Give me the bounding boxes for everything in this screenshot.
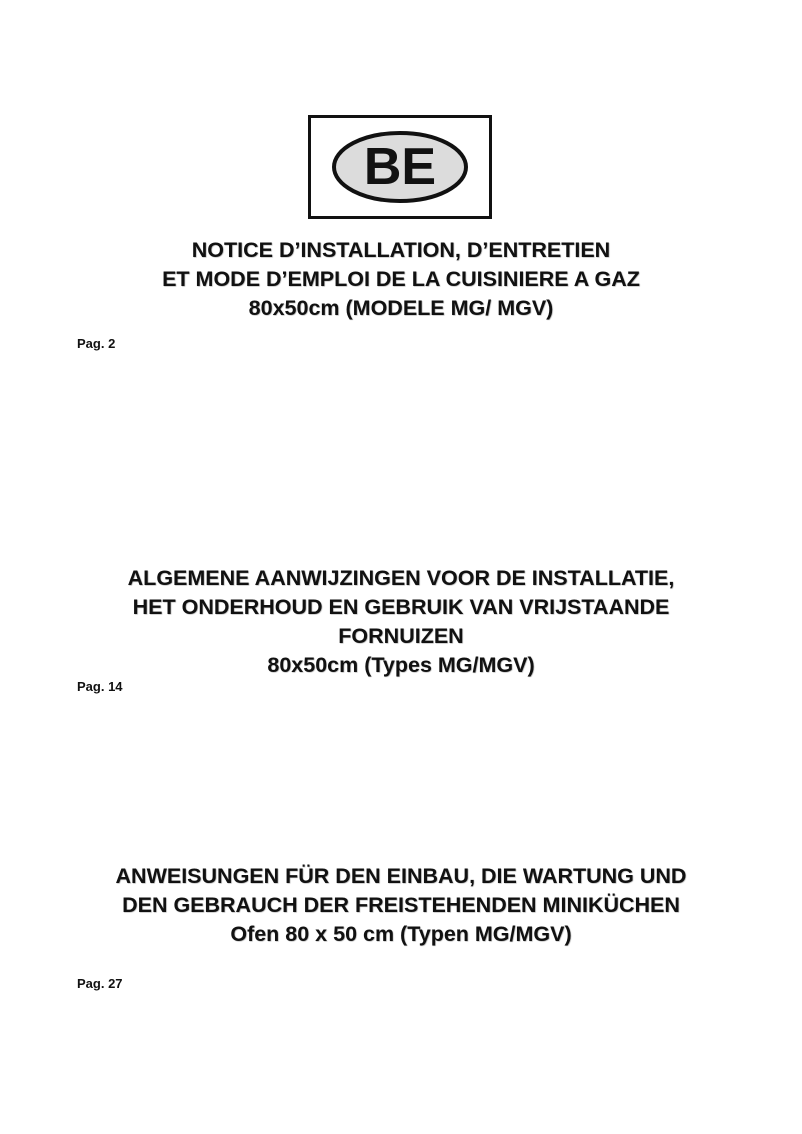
- title-line: ALGEMENE AANWIJZINGEN VOOR DE INSTALLATIE,: [127, 566, 675, 590]
- title-line: HET ONDERHOUD EN GEBRUIK VAN VRIJSTAANDE: [132, 595, 670, 619]
- french-page-ref: Pag. 2: [77, 336, 116, 351]
- logo-text: BE: [363, 138, 437, 196]
- german-page-ref: Pag. 27: [77, 976, 123, 991]
- title-line: DEN GEBRAUCH DER FREISTEHENDEN MINIKÜCHEN: [122, 893, 680, 917]
- title-line: ET MODE D’EMPLOI DE LA CUISINIERE A GAZ: [162, 267, 640, 291]
- title-line: Ofen 80 x 50 cm (Typen MG/MGV): [230, 922, 572, 946]
- german-section-title: [40, 862, 762, 949]
- dutch-page-ref: Pag. 14: [77, 679, 123, 694]
- french-section-title: [40, 236, 762, 323]
- title-line: 80x50cm (Types MG/MGV): [267, 653, 535, 677]
- title-line: ANWEISUNGEN FÜR DEN EINBAU, DIE WARTUNG UND: [115, 864, 687, 888]
- country-logo-be: [308, 115, 492, 219]
- dutch-section-title: [40, 564, 762, 680]
- be-oval-badge-icon: [311, 118, 489, 216]
- title-line: NOTICE D’INSTALLATION, D’ENTRETIEN: [191, 238, 611, 262]
- title-line: 80x50cm (MODELE MG/ MGV): [248, 296, 554, 320]
- title-line: FORNUIZEN: [338, 624, 464, 648]
